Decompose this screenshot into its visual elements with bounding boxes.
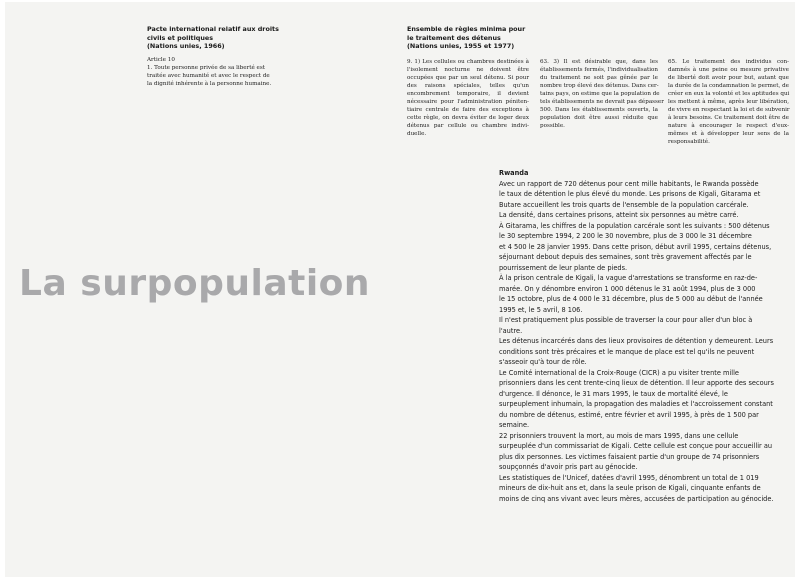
page-title: La surpopulation — [19, 263, 371, 304]
rwanda-line: conditions sont très précaires et le manque de place est tel qu'ils ne peuvent — [499, 347, 755, 356]
pacte-article — [147, 56, 272, 88]
rule-63-line: population doit être aussi réduite que — [540, 115, 658, 121]
rwanda-line: plus dix personnes. Les victimes faisaient partie d'un groupe de 74 prisonniers — [499, 452, 760, 461]
rule-63-line: du traitement ne soit pas gênée par le — [540, 75, 658, 81]
rwanda-line: Les statistiques de l'Unicef, datées d'avril 1995, dénombrent un total de 1 019 — [499, 473, 759, 482]
pacte-article-label: Article 10 — [147, 57, 175, 63]
document-page — [5, 2, 795, 577]
rule-63-line: possible. — [540, 123, 565, 129]
rwanda-section — [499, 168, 787, 504]
rule-65-line: mêmes et à développer leur sens de la — [668, 131, 789, 137]
rule-65-line: à leurs besoins. Ce traitement doit être de — [668, 115, 789, 121]
rwanda-body — [499, 179, 787, 505]
rule-65-line: responsabilité. — [668, 139, 710, 145]
rule-65-line: de vivre en respectant la loi et de subvenir — [668, 107, 790, 113]
pacte-heading-line: Pacte international relatif aux droits — [147, 25, 279, 33]
rwanda-line: marée. On y dénombre environ 1 000 détenus le 31 août 1994, plus de 3 000 — [499, 284, 756, 293]
rwanda-line: soupçonnés d'avoir pris part au génocide. — [499, 463, 638, 471]
rwanda-line: 22 prisonniers trouvent la mort, au mois de mars 1995, dans une cellule — [499, 431, 739, 440]
rwanda-line: pourrissement de leur plante de pieds. — [499, 263, 628, 272]
rule-9-line: duelle. — [407, 131, 427, 137]
rule-9-line: détenus par cellule ou chambre indivi- — [407, 123, 529, 129]
rwanda-line: le taux de détention le plus élevé du monde. Les prisons de Kigali, Gitarama et — [499, 190, 761, 198]
rwanda-line: Butare accueillent les trois quarts de l'ensemble de la population carcérale. — [499, 200, 749, 209]
rwanda-line: Avec un rapport de 720 détenus pour cent mille habitants, le Rwanda possède — [499, 179, 759, 188]
rule-9-line: encombrement temporaire, il devient — [407, 91, 529, 97]
rule-65-line: de liberté doit avoir pour but, autant que — [668, 75, 789, 81]
rule-63-line: établissements fermés, l'individualisation — [540, 67, 658, 73]
pacte-article-line: la dignité inhérente à la personne humaine. — [147, 81, 272, 87]
rwanda-line: d'urgence. Il dénonce, le 31 mars 1995, le taux de mortalité élevé, le — [499, 389, 728, 398]
rwanda-line: le 30 septembre 1994, 2 200 le 30 novembre, plus de 3 000 le 31 décembre — [499, 232, 752, 240]
pacte-heading-line: civils et politiques — [147, 33, 214, 42]
pacte-heading-line: (Nations unies, 1966) — [147, 42, 225, 51]
ensemble-heading — [407, 25, 525, 51]
ensemble-heading-line: Ensemble de règles minima pour — [407, 25, 526, 33]
rule-63-line: tains pays, on estime que la population de — [540, 91, 660, 97]
ensemble-rule-9 — [407, 58, 529, 138]
rwanda-line: et 4 500 le 28 janvier 1995. Dans cette prison, début avril 1995, certains détenus, — [499, 242, 772, 251]
rwanda-line: semaine. — [499, 421, 530, 429]
pacte-article-line: 1. Toute personne privée de sa liberté est — [147, 65, 265, 71]
rule-63-line: 500. Dans les établissements ouverts, la — [540, 107, 658, 113]
rwanda-line: prisonniers dans les cent trente-cinq lieux de détention. Il leur apporte des secours — [499, 379, 774, 387]
rwanda-line: l'autre. — [499, 326, 523, 335]
rule-65-line: la durée de la condamnation le permet, de — [668, 83, 789, 89]
rwanda-heading: Rwanda — [499, 169, 529, 177]
rule-9-line: des raisons spéciales, telles qu'un — [407, 83, 529, 89]
rwanda-line: moins de cinq ans vivant avec leurs mères, accusées de participation au génocide. — [499, 494, 774, 503]
rule-63-line: 63. 3) Il est désirable que, dans les — [540, 59, 658, 65]
rwanda-line: À Gitarama, les chiffres de la population carcérale sont les suivants : 500 détenus — [499, 221, 770, 230]
rule-9-line: cette règle, on devra éviter de loger deux — [407, 115, 529, 121]
ensemble-rule-65 — [668, 58, 789, 146]
rwanda-line: Le Comité international de la Croix-Rouge (CICR) a pu visiter trente mille — [499, 368, 739, 377]
rule-63-line: nombre trop élevé des détenus. Dans cer- — [540, 83, 659, 89]
rwanda-line: La densité, dans certaines prisons, atteint six personnes au mètre carré. — [499, 211, 739, 219]
ensemble-heading-line: le traitement des détenus — [407, 33, 501, 42]
rule-65-line: 65. Le traitement des individus con- — [668, 59, 789, 65]
rule-9-line: occupées que par un seul détenu. Si pour — [407, 75, 529, 81]
rwanda-line: 1995 et, le 5 avril, 8 106. — [499, 305, 583, 314]
rwanda-line: À la prison centrale de Kigali, la vague d'arrestations se transforme en raz-de- — [499, 274, 758, 282]
rwanda-line: du nombre de détenus, estimé, entre février et avril 1995, à près de 1 500 par — [499, 410, 759, 419]
rule-63-line: tels établissements ne devrait pas dépasser — [540, 99, 664, 105]
ensemble-heading-line: (Nations unies, 1955 et 1977) — [407, 42, 515, 51]
pacte-heading — [147, 25, 279, 51]
rwanda-line: surpeuplement inhumain, la propagation des maladies et l'accroissement constant — [499, 400, 773, 408]
rwanda-line: surpeuplée d'un commissariat de Kigali. Cette cellule est conçue pour accueillir au — [499, 442, 773, 450]
rule-9-line: tiaire centrale de faire des exceptions à — [407, 107, 529, 113]
rwanda-line: le 15 octobre, plus de 4 000 le 31 décembre, plus de 5 000 au début de l'année — [499, 295, 763, 303]
rwanda-line: s'asseoir qu'à tour de rôle. — [499, 358, 587, 366]
rwanda-line: Les détenus incarcérés dans des lieux provisoires de détention y demeurent. Leurs — [499, 337, 774, 345]
rule-9-line: 9. 1) Les cellules ou chambres destinées à — [407, 59, 529, 65]
pacte-article-line: traitée avec humanité et avec le respect de — [147, 73, 270, 79]
rule-65-line: nature à encourager le respect d'eux- — [668, 123, 789, 129]
rule-9-line: l'isolement nocturne ne doivent être — [407, 67, 529, 73]
rule-65-line: créer en eux la volonté et les aptitudes qui — [668, 91, 790, 97]
rwanda-line: séjournant debout depuis des semaines, sont très gravement affectés par le — [499, 253, 752, 261]
rule-65-line: les mettent à même, après leur libération, — [668, 99, 789, 105]
rule-65-line: damnés à une peine ou mesure privative — [668, 67, 789, 73]
rwanda-line: mineurs de dix-huit ans et, dans la seule prison de Kigali, cinquante enfants de — [499, 484, 761, 492]
rule-9-line: nécessaire pour l'administration péniten- — [407, 99, 529, 105]
ensemble-rule-63 — [540, 58, 664, 130]
rwanda-line: Il n'est pratiquement plus possible de traverser la cour pour aller d'un bloc à — [499, 316, 753, 324]
